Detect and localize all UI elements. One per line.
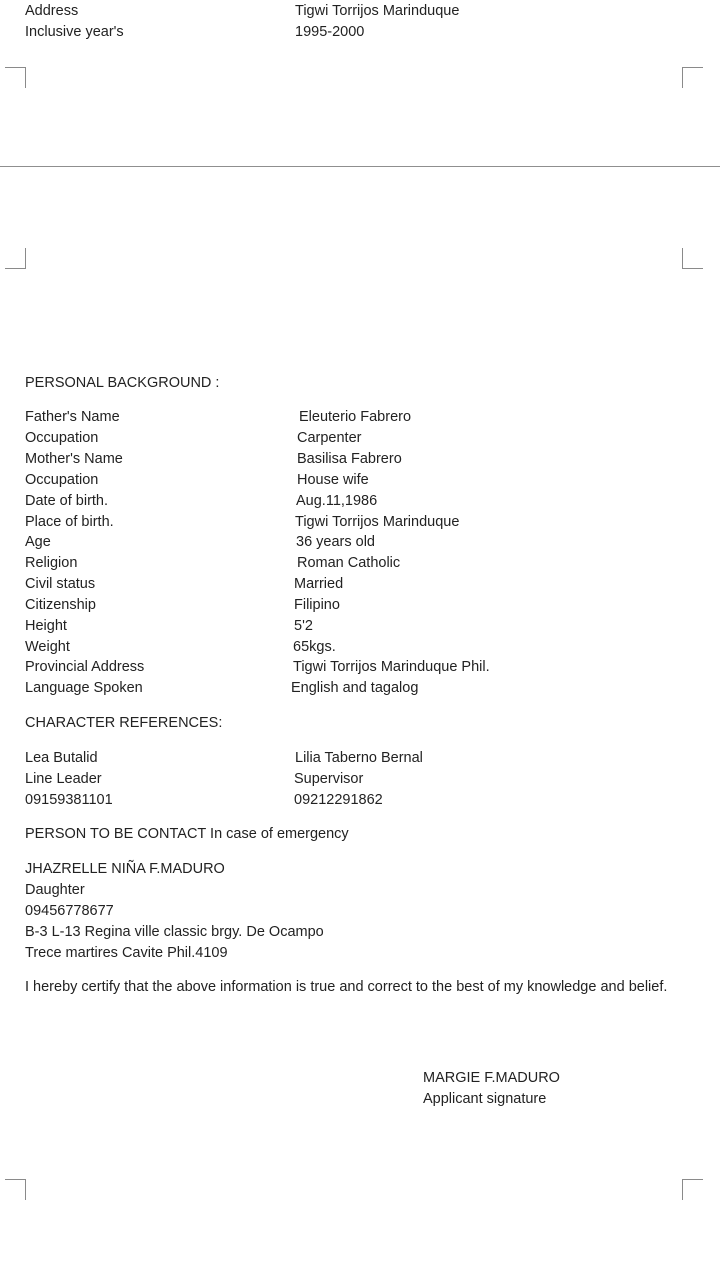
page-corner-mark bbox=[5, 248, 26, 269]
address-value: Tigwi Torrijos Marinduque bbox=[295, 3, 460, 19]
civil-status-label: Civil status bbox=[25, 576, 96, 592]
inclusive-years-label: Inclusive year's bbox=[25, 24, 124, 40]
religion-value: Roman Catholic bbox=[297, 555, 401, 571]
emergency-contact-address-line2: Trece martires Cavite Phil.4109 bbox=[25, 945, 228, 961]
emergency-contact-address-line1: B-3 L-13 Regina ville classic brgy. De Ocampo bbox=[25, 924, 324, 940]
personal-background-heading: PERSONAL BACKGROUND : bbox=[25, 375, 220, 391]
provincial-address-value: Tigwi Torrijos Marinduque Phil. bbox=[293, 659, 490, 675]
provincial-address-label: Provincial Address bbox=[25, 659, 145, 675]
inclusive-years-value: 1995-2000 bbox=[295, 24, 365, 40]
civil-status-value: Married bbox=[294, 576, 344, 592]
height-label: Height bbox=[25, 618, 67, 634]
age-value: 36 years old bbox=[296, 534, 375, 550]
page-corner-mark bbox=[5, 1179, 26, 1200]
reference-2-phone: 09212291862 bbox=[294, 792, 383, 808]
religion-label: Religion bbox=[25, 555, 78, 571]
father-occupation-value: Carpenter bbox=[297, 430, 362, 446]
language-spoken-label: Language Spoken bbox=[25, 680, 143, 696]
language-spoken-value: English and tagalog bbox=[291, 680, 419, 696]
character-references-heading: CHARACTER REFERENCES: bbox=[25, 715, 223, 731]
weight-value: 65kgs. bbox=[293, 639, 336, 655]
reference-1-phone: 09159381101 bbox=[25, 792, 113, 808]
mothers-name-label: Mother's Name bbox=[25, 451, 123, 467]
citizenship-value: Filipino bbox=[294, 597, 340, 613]
height-value: 5'2 bbox=[294, 618, 313, 634]
mother-occupation-value: House wife bbox=[297, 472, 369, 488]
emergency-contact-heading: PERSON TO BE CONTACT In case of emergency bbox=[25, 826, 349, 842]
citizenship-label: Citizenship bbox=[25, 597, 96, 613]
fathers-name-value: Eleuterio Fabrero bbox=[299, 409, 412, 425]
fathers-name-label: Father's Name bbox=[25, 409, 120, 425]
father-occupation-label: Occupation bbox=[25, 430, 99, 446]
page-corner-mark bbox=[5, 67, 26, 88]
reference-1-name: Lea Butalid bbox=[25, 750, 98, 766]
page-corner-mark bbox=[682, 67, 703, 88]
age-label: Age bbox=[25, 534, 51, 550]
emergency-contact-phone: 09456778677 bbox=[25, 903, 114, 919]
mothers-name-value: Basilisa Fabrero bbox=[297, 451, 402, 467]
signature-name: MARGIE F.MADURO bbox=[423, 1070, 560, 1086]
address-label: Address bbox=[25, 3, 79, 19]
date-of-birth-label: Date of birth. bbox=[25, 493, 109, 509]
reference-1-position: Line Leader bbox=[25, 771, 102, 787]
page-corner-mark bbox=[682, 248, 703, 269]
weight-label: Weight bbox=[25, 639, 70, 655]
signature-caption: Applicant signature bbox=[423, 1091, 547, 1107]
emergency-contact-name: JHAZRELLE NIÑA F.MADURO bbox=[25, 861, 225, 877]
place-of-birth-value: Tigwi Torrijos Marinduque bbox=[295, 514, 460, 530]
page-separator bbox=[0, 166, 720, 167]
date-of-birth-value: Aug.11,1986 bbox=[296, 493, 378, 509]
emergency-contact-relation: Daughter bbox=[25, 882, 85, 898]
reference-2-name: Lilia Taberno Bernal bbox=[295, 750, 423, 766]
certification-statement: I hereby certify that the above information is true and correct to the best of my knowledge and belief. bbox=[25, 979, 668, 995]
place-of-birth-label: Place of birth. bbox=[25, 514, 114, 530]
page-corner-mark bbox=[682, 1179, 703, 1200]
reference-2-position: Supervisor bbox=[294, 771, 364, 787]
mother-occupation-label: Occupation bbox=[25, 472, 99, 488]
